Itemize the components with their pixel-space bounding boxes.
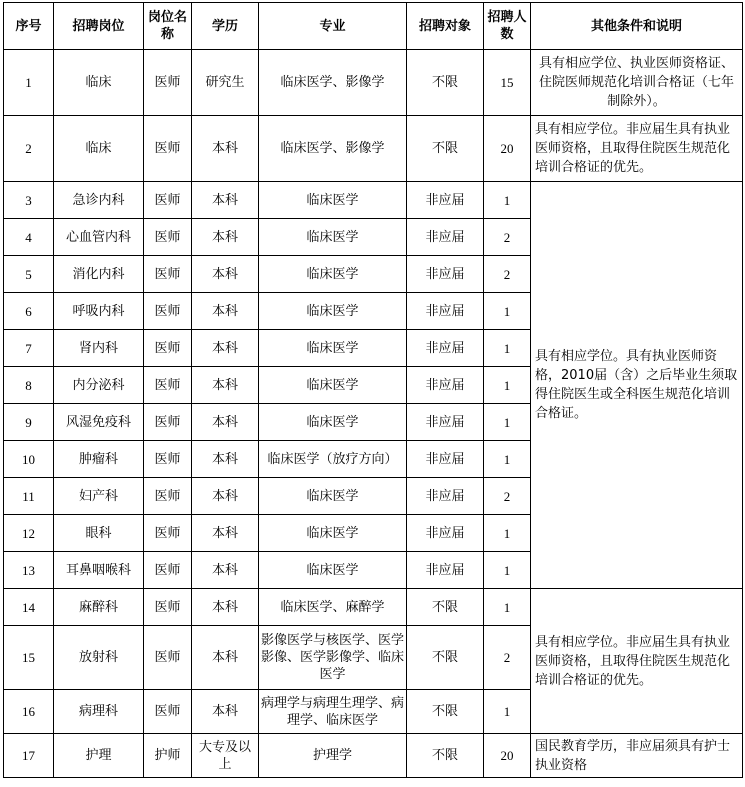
cell-count: 2 xyxy=(484,256,531,293)
cell-target: 非应届 xyxy=(407,256,484,293)
header-seq: 序号 xyxy=(4,3,54,50)
cell-post: 急诊内科 xyxy=(54,182,144,219)
cell-post-name: 医师 xyxy=(144,256,192,293)
cell-major: 临床医学 xyxy=(259,182,407,219)
cell-seq: 10 xyxy=(4,441,54,478)
cell-target: 非应届 xyxy=(407,182,484,219)
cell-education: 本科 xyxy=(192,441,259,478)
cell-post-name: 医师 xyxy=(144,182,192,219)
cell-notes: 具有相应学位、执业医师资格证、住院医师规范化培训合格证（七年制除外）。 xyxy=(531,50,743,116)
cell-post-name: 医师 xyxy=(144,690,192,734)
cell-target: 非应届 xyxy=(407,552,484,589)
cell-post-name: 医师 xyxy=(144,515,192,552)
cell-target: 非应届 xyxy=(407,515,484,552)
cell-post: 临床 xyxy=(54,116,144,182)
cell-post-name: 医师 xyxy=(144,404,192,441)
header-education: 学历 xyxy=(192,3,259,50)
cell-seq: 3 xyxy=(4,182,54,219)
cell-count: 1 xyxy=(484,515,531,552)
cell-post-name: 医师 xyxy=(144,441,192,478)
cell-target: 不限 xyxy=(407,690,484,734)
cell-post-name: 医师 xyxy=(144,116,192,182)
cell-seq: 9 xyxy=(4,404,54,441)
cell-major: 临床医学 xyxy=(259,404,407,441)
cell-education: 本科 xyxy=(192,182,259,219)
cell-major: 临床医学、影像学 xyxy=(259,116,407,182)
cell-notes-merged: 具有相应学位。非应届生具有执业医师资格，且取得住院医生规范化培训合格证的优先。 xyxy=(531,589,743,734)
table-row xyxy=(4,734,743,778)
table-row xyxy=(4,50,743,116)
cell-target: 非应届 xyxy=(407,367,484,404)
cell-education: 本科 xyxy=(192,293,259,330)
cell-target: 不限 xyxy=(407,50,484,116)
cell-major: 临床医学、麻醉学 xyxy=(259,589,407,626)
cell-seq: 1 xyxy=(4,50,54,116)
cell-post: 病理科 xyxy=(54,690,144,734)
cell-education: 本科 xyxy=(192,116,259,182)
cell-post-name: 医师 xyxy=(144,50,192,116)
cell-post: 呼吸内科 xyxy=(54,293,144,330)
cell-major: 临床医学 xyxy=(259,515,407,552)
cell-post: 心血管内科 xyxy=(54,219,144,256)
cell-post-name: 医师 xyxy=(144,367,192,404)
cell-post: 临床 xyxy=(54,50,144,116)
cell-post-name: 护师 xyxy=(144,734,192,778)
cell-education: 本科 xyxy=(192,256,259,293)
cell-count: 1 xyxy=(484,552,531,589)
cell-target: 不限 xyxy=(407,734,484,778)
cell-count: 15 xyxy=(484,50,531,116)
cell-major: 临床医学 xyxy=(259,367,407,404)
cell-post: 妇产科 xyxy=(54,478,144,515)
table-row xyxy=(4,116,743,182)
cell-seq: 4 xyxy=(4,219,54,256)
cell-seq: 2 xyxy=(4,116,54,182)
cell-count: 1 xyxy=(484,690,531,734)
cell-post: 消化内科 xyxy=(54,256,144,293)
cell-count: 20 xyxy=(484,734,531,778)
recruitment-table xyxy=(3,2,743,778)
cell-notes-merged: 具有相应学位。具有执业医师资格，2010届（含）之后毕业生须取得住院医生或全科医生规范化培训合格证。 xyxy=(531,182,743,589)
cell-seq: 17 xyxy=(4,734,54,778)
cell-post-name: 医师 xyxy=(144,626,192,690)
cell-post: 耳鼻咽喉科 xyxy=(54,552,144,589)
cell-target: 不限 xyxy=(407,589,484,626)
cell-education: 大专及以上 xyxy=(192,734,259,778)
cell-education: 本科 xyxy=(192,404,259,441)
header-post: 招聘岗位 xyxy=(54,3,144,50)
cell-count: 2 xyxy=(484,626,531,690)
cell-post: 麻醉科 xyxy=(54,589,144,626)
header-target: 招聘对象 xyxy=(407,3,484,50)
cell-count: 20 xyxy=(484,116,531,182)
cell-seq: 12 xyxy=(4,515,54,552)
cell-major: 临床医学 xyxy=(259,256,407,293)
cell-education: 本科 xyxy=(192,690,259,734)
cell-target: 非应届 xyxy=(407,330,484,367)
cell-major: 临床医学 xyxy=(259,552,407,589)
cell-post: 肾内科 xyxy=(54,330,144,367)
cell-target: 非应届 xyxy=(407,404,484,441)
cell-education: 本科 xyxy=(192,330,259,367)
table-row xyxy=(4,182,743,219)
header-notes: 其他条件和说明 xyxy=(531,3,743,50)
cell-seq: 13 xyxy=(4,552,54,589)
cell-seq: 16 xyxy=(4,690,54,734)
cell-major: 临床医学 xyxy=(259,293,407,330)
cell-post-name: 医师 xyxy=(144,219,192,256)
header-post-name: 岗位名称 xyxy=(144,3,192,50)
table-header-row xyxy=(4,3,743,50)
cell-major: 临床医学 xyxy=(259,478,407,515)
cell-seq: 6 xyxy=(4,293,54,330)
cell-target: 非应届 xyxy=(407,293,484,330)
cell-count: 1 xyxy=(484,404,531,441)
cell-target: 非应届 xyxy=(407,441,484,478)
cell-target: 非应届 xyxy=(407,219,484,256)
cell-post: 放射科 xyxy=(54,626,144,690)
cell-post-name: 医师 xyxy=(144,589,192,626)
cell-count: 1 xyxy=(484,367,531,404)
cell-education: 本科 xyxy=(192,552,259,589)
cell-seq: 11 xyxy=(4,478,54,515)
cell-education: 研究生 xyxy=(192,50,259,116)
cell-notes: 国民教育学历，非应届须具有护士执业资格 xyxy=(531,734,743,778)
cell-major: 护理学 xyxy=(259,734,407,778)
table-row xyxy=(4,589,743,626)
cell-major: 临床医学、影像学 xyxy=(259,50,407,116)
cell-post: 肿瘤科 xyxy=(54,441,144,478)
cell-post-name: 医师 xyxy=(144,478,192,515)
cell-education: 本科 xyxy=(192,478,259,515)
cell-post: 眼科 xyxy=(54,515,144,552)
cell-education: 本科 xyxy=(192,515,259,552)
cell-notes: 具有相应学位。非应届生具有执业医师资格，且取得住院医生规范化培训合格证的优先。 xyxy=(531,116,743,182)
cell-target: 不限 xyxy=(407,116,484,182)
cell-count: 1 xyxy=(484,441,531,478)
cell-count: 2 xyxy=(484,478,531,515)
cell-major: 临床医学（放疗方向） xyxy=(259,441,407,478)
cell-post: 内分泌科 xyxy=(54,367,144,404)
cell-post-name: 医师 xyxy=(144,552,192,589)
cell-seq: 14 xyxy=(4,589,54,626)
cell-seq: 5 xyxy=(4,256,54,293)
cell-seq: 7 xyxy=(4,330,54,367)
cell-count: 1 xyxy=(484,182,531,219)
cell-post-name: 医师 xyxy=(144,293,192,330)
cell-post: 风湿免疫科 xyxy=(54,404,144,441)
cell-count: 1 xyxy=(484,330,531,367)
cell-education: 本科 xyxy=(192,219,259,256)
header-major: 专业 xyxy=(259,3,407,50)
cell-count: 1 xyxy=(484,589,531,626)
cell-major: 临床医学 xyxy=(259,330,407,367)
cell-target: 不限 xyxy=(407,626,484,690)
cell-count: 1 xyxy=(484,293,531,330)
cell-seq: 8 xyxy=(4,367,54,404)
cell-post: 护理 xyxy=(54,734,144,778)
cell-count: 2 xyxy=(484,219,531,256)
cell-major: 临床医学 xyxy=(259,219,407,256)
cell-education: 本科 xyxy=(192,626,259,690)
cell-seq: 15 xyxy=(4,626,54,690)
header-count: 招聘人数 xyxy=(484,3,531,50)
cell-education: 本科 xyxy=(192,367,259,404)
cell-education: 本科 xyxy=(192,589,259,626)
cell-target: 非应届 xyxy=(407,478,484,515)
cell-major: 影像医学与核医学、医学影像、医学影像学、临床医学 xyxy=(259,626,407,690)
cell-major: 病理学与病理生理学、病理学、临床医学 xyxy=(259,690,407,734)
cell-post-name: 医师 xyxy=(144,330,192,367)
